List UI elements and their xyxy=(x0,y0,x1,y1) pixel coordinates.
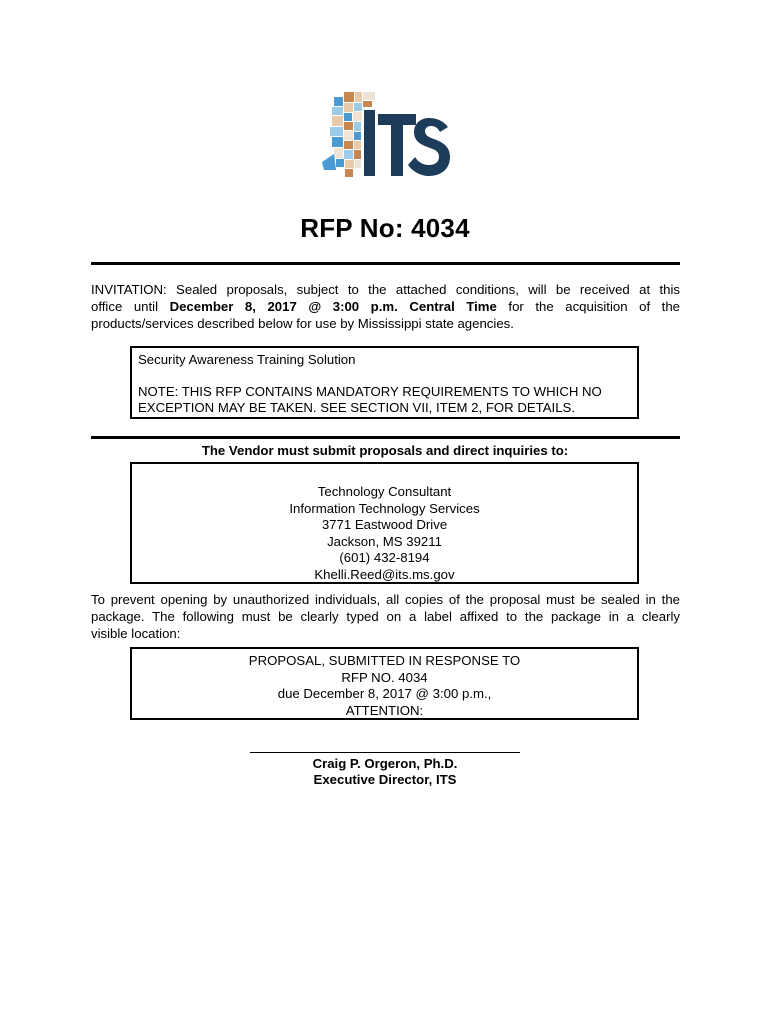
title-divider xyxy=(91,262,680,265)
label-line-2: RFP NO. 4034 xyxy=(341,669,428,685)
its-logo xyxy=(322,92,452,180)
prevent-line-2: package. The following must be clearly typed on a label affixed to the package in a clearly xyxy=(91,609,680,624)
due-date: December 8, 2017 @ 3:00 p.m. Central Time xyxy=(169,299,497,314)
label-line-3: due December 8, 2017 @ 3:00 p.m., xyxy=(277,686,492,701)
section-divider xyxy=(91,436,680,439)
signatory-name: Craig P. Orgeron, Ph.D. xyxy=(312,756,458,771)
invitation-paragraph xyxy=(91,281,680,332)
contact-email: Khelli.Reed@its.ms.gov xyxy=(314,566,455,582)
contact-phone: (601) 432-8194 xyxy=(339,550,430,565)
invitation-line-2 xyxy=(91,298,680,315)
signature-line xyxy=(0,740,770,756)
its-lettering xyxy=(364,110,450,176)
invitation-line-1: INVITATION: Sealed proposals, subject to the attached conditions, will be received at this xyxy=(91,282,680,297)
mandatory-note-line-1: NOTE: THIS RFP CONTAINS MANDATORY REQUIREMENTS TO WHICH NO xyxy=(138,383,602,399)
contact-title: Technology Consultant xyxy=(317,484,452,499)
vendor-heading: The Vendor must submit proposals and direct inquiries to: xyxy=(201,443,569,458)
mandatory-note-line-2: EXCEPTION MAY BE TAKEN. SEE SECTION VII, ITEM 2, FOR DETAILS. xyxy=(138,400,575,415)
signatory-role: Executive Director, ITS xyxy=(313,772,457,787)
project-box xyxy=(130,346,639,419)
label-line-4: ATTENTION: xyxy=(345,702,424,718)
contact-org: Information Technology Services xyxy=(289,500,480,516)
project-name: Security Awareness Training Solution xyxy=(138,352,356,367)
invitation-line-2-post: for the acquisition of the xyxy=(496,299,680,314)
invitation-line-3: products/services described below for use by Mississippi state agencies. xyxy=(91,316,514,331)
prevent-line-1: To prevent opening by unauthorized individuals, all copies of the proposal must be sealed in the xyxy=(91,592,680,607)
prevent-paragraph xyxy=(91,591,680,642)
prevent-line-3: visible location: xyxy=(91,626,181,641)
invitation-line-2-pre: office until xyxy=(91,299,170,314)
page-title: RFP No: 4034 xyxy=(300,213,470,243)
contact-box xyxy=(130,462,639,584)
contact-city: Jackson, MS 39211 xyxy=(327,533,442,549)
package-label-box xyxy=(130,647,639,720)
contact-street: 3771 Eastwood Drive xyxy=(321,517,448,532)
label-line-1: PROPOSAL, SUBMITTED IN RESPONSE TO xyxy=(248,653,521,668)
